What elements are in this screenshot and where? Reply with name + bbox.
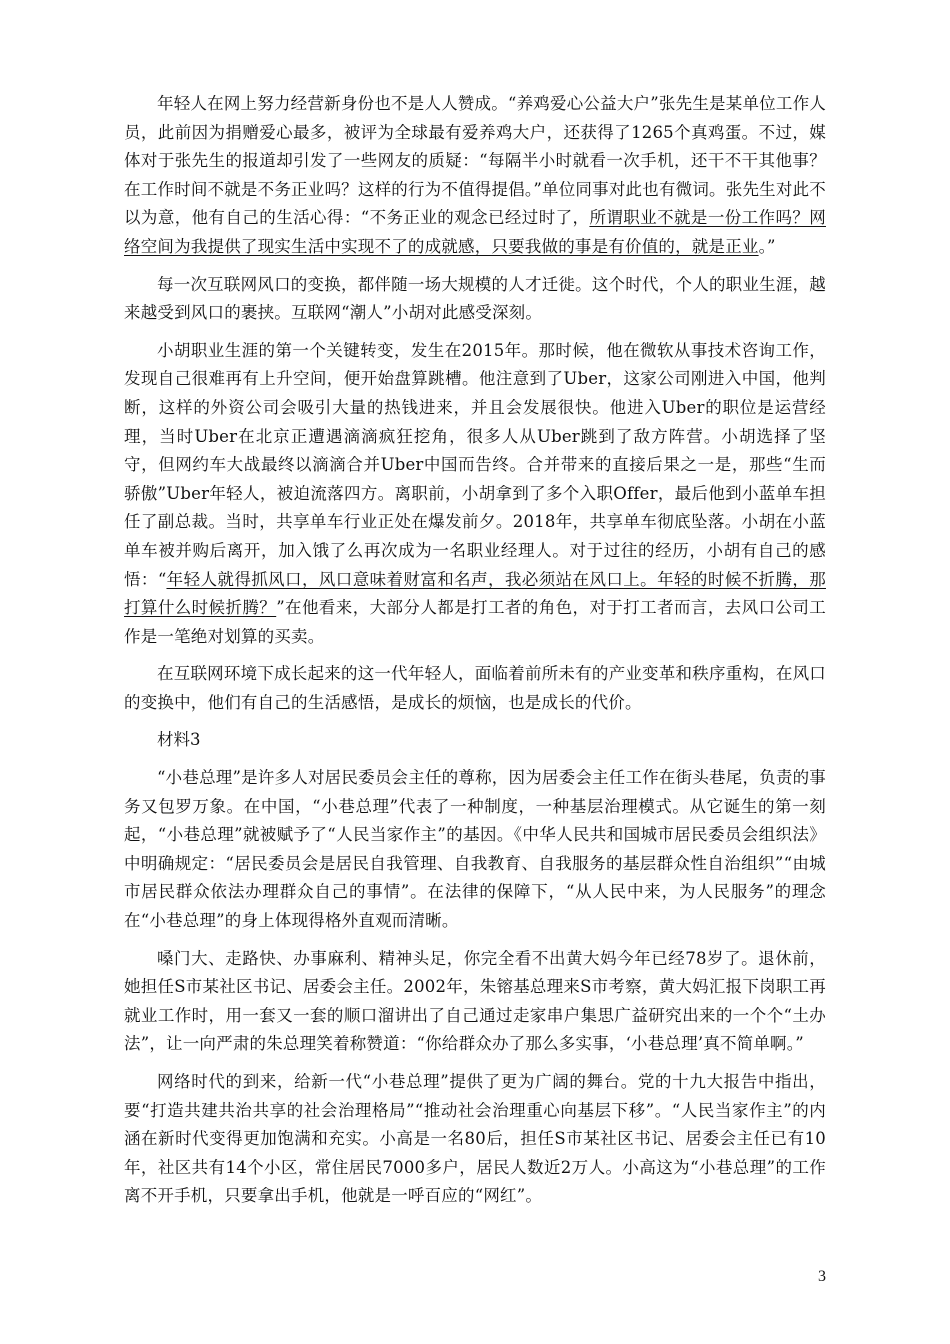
paragraph	[124, 764, 826, 936]
paragraph-text: 嗓门大、走路快、办事麻利、精神头足，你完全看不出黄大妈今年已经78岁了。退休前，她担任S市某社区书记、居委会主任。2002年，朱镕基总理来S市考察，黄大妈汇报下岗职工再就业工作时，用一套又一套的顺口溜讲出了自己通过走家串户集思广益研究出来的一个个“土办法”，让一向严肃的朱总理笑着称赞道：“你给群众办了那么多实事，‘小巷总理’真不简单啊。”	[124, 948, 826, 1054]
paragraph-text: 。”	[758, 236, 776, 256]
paragraph-text: 每一次互联网风口的变换，都伴随一场大规模的人才迁徙。这个时代，个人的职业生涯，越来越受到风口的裹挟。互联网“潮人”小胡对此感受深刻。	[124, 274, 826, 323]
section-heading	[124, 726, 826, 755]
underlined-text: 所谓职业不就是一份工作吗？网络空间为我提供了现实生活中实现不了的成就感，只要我做的事是有价值的，就是正业	[124, 208, 826, 256]
paragraph-text: ”在他看来，大部分人都是打工者的角色，对于打工者而言，去风口公司工作是一笔绝对划算的买卖。	[124, 598, 826, 646]
page-number: 3	[818, 1268, 826, 1285]
paragraph	[124, 271, 826, 328]
paragraph	[124, 945, 826, 1059]
paragraph	[124, 337, 826, 652]
paragraph	[124, 660, 826, 717]
paragraph-text: 年轻人在网上努力经营新身份也不是人人赞成。“养鸡爱心公益大户”张先生是某单位工作人员，此前因为捐赠爱心最多，被评为全球最有爱养鸡大户，还获得了1265个真鸡蛋。不过，媒体对于张先生的报道却引发了一些网友的质疑：“每隔半小时就看一次手机，还干不干其他事？在工作时间不就是不务正业吗？这样的行为不值得提倡。”单位同事对此也有微词。张先生对此不以为意，他有自己的生活心得：“不务正业的观念已经过时了，	[124, 94, 826, 228]
paragraph	[124, 90, 826, 262]
paragraph-text: 材料3	[157, 730, 201, 750]
document-body	[124, 90, 826, 1220]
paragraph-text: “小巷总理”是许多人对居民委员会主任的尊称，因为居委会主任工作在街头巷尾，负责的事务又包罗万象。在中国，“小巷总理”代表了一种制度，一种基层治理模式。从它诞生的第一刻起，“小巷总理”就被赋予了“人民当家作主”的基因。《中华人民共和国城市居民委员会组织法》中明确规定：“居民委员会是居民自我管理、自我教育、自我服务的基层群众性自治组织”“由城市居民群众依法办理群众自己的事情”。在法律的保障下，“从人民中来，为人民服务”的理念在“小巷总理”的身上体现得格外直观而清晰。	[124, 768, 826, 931]
underlined-text: 年轻人就得抓风口，风口意味着财富和名声，我必须站在风口上。年轻的时候不折腾，那打算什么时候折腾？	[124, 569, 826, 618]
paragraph-text: 网络时代的到来，给新一代“小巷总理”提供了更为广阔的舞台。党的十九大报告中指出，要“打造共建共治共享的社会治理格局”“推动社会治理重心向基层下移”。“人民当家作主”的内涵在新时代变得更加饱满和充实。小高是一名80后，担任S市某社区书记、居委会主任已有10年，社区共有14个小区，常住居民7000多户，居民人数近2万人。小高这为“小巷总理”的工作离不开手机，只要拿出手机，他就是一呼百应的“网红”。	[124, 1072, 826, 1206]
paragraph	[124, 1068, 826, 1211]
paragraph-text: 在互联网环境下成长起来的这一代年轻人，面临着前所未有的产业变革和秩序重构，在风口的变换中，他们有自己的生活感悟，是成长的烦恼，也是成长的代价。	[124, 664, 826, 712]
paragraph-text: 小胡职业生涯的第一个关键转变，发生在2015年。那时候，他在微软从事技术咨询工作，发现自己很难再有上升空间，便开始盘算跳槽。他注意到了Uber，这家公司刚进入中国，他判断，这样的外资公司会吸引大量的热钱进来，并且会发展很快。他进入Uber的职位是运营经理，当时Uber在北京正遭遇滴滴疯狂挖角，很多人从Uber跳到了敌方阵营。小胡选择了坚守，但网约车大战最终以滴滴合并Uber中国而告终。合并带来的直接后果之一是，那些“生而骄傲”Uber年轻人，被迫流落四方。离职前，小胡拿到了多个入职Offer，最后他到小蓝单车担任了副总裁。当时，共享单车行业正处在爆发前夕。2018年，共享单车彻底坠落。小胡在小蓝单车被并购后离开，加入饿了么再次成为一名职业经理人。对于过往的经历，小胡有自己的感悟：“	[124, 340, 826, 589]
